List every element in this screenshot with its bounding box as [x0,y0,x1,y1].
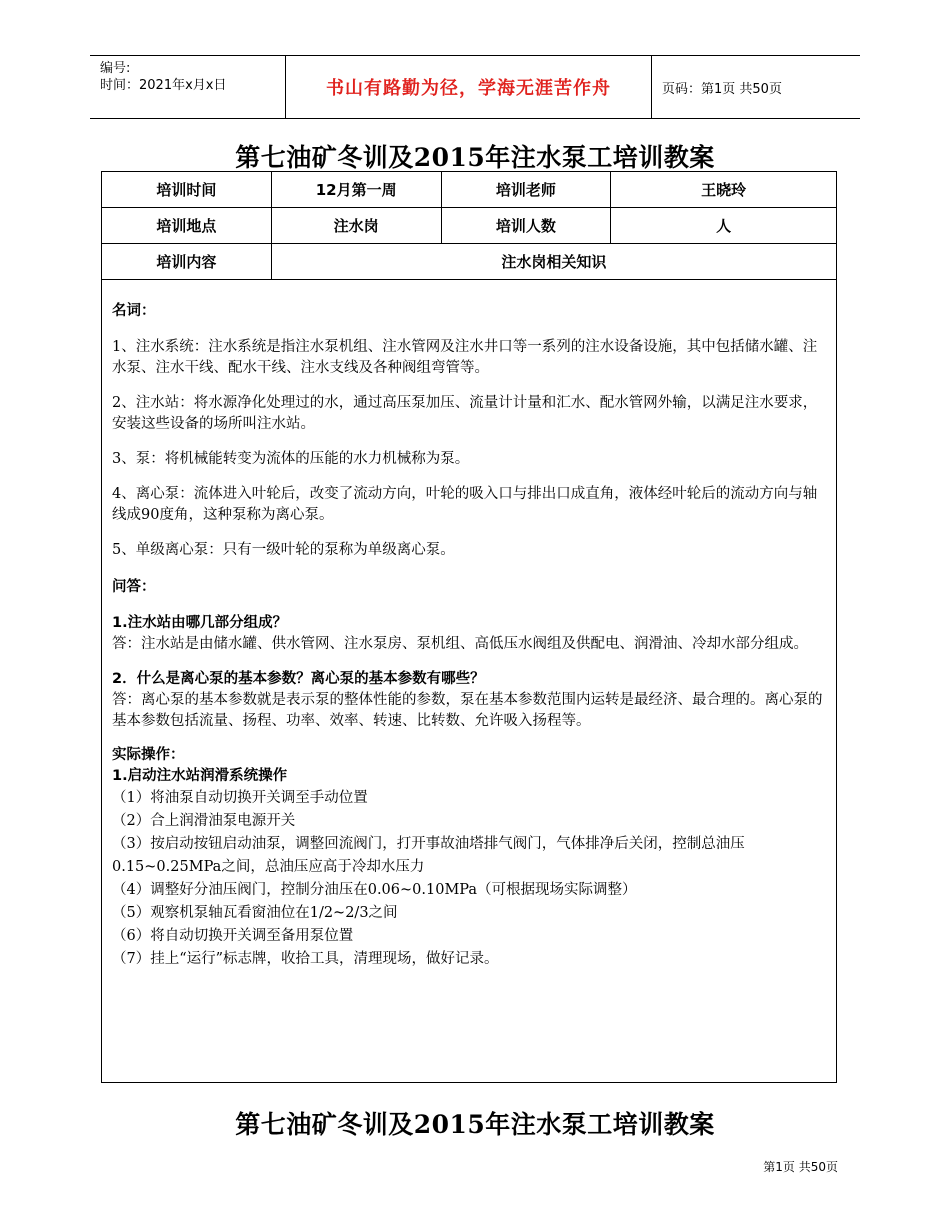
time-label: 时间：2021年x月x日 [100,78,227,93]
practice-step: （5）观察机泵轴瓦看窗油位在1/2~2/3之间 [112,905,398,921]
document-title: 第七油矿冬训及2015年注水泵工培训教案 [235,143,715,172]
header-motto: 书山有路勤为径，学海无涯苦作舟 [326,78,611,99]
practice-heading: 实际操作： [112,747,185,763]
term-item: 3、泵：将机械能转变为流体的压能的水力机械称为泵。 [112,451,470,467]
term-item: 2、注水站：将水源净化处理过的水，通过高压泵加压、流量计计量和汇水、配水管网外输，以满足注水要求，安装这些设备的场所叫注水站。 [112,395,818,432]
practice-step: （7）挂上“运行”标志牌，收拾工具，清理现场，做好记录。 [112,951,499,967]
answer: 答：注水站是由储水罐、供水管网、注水泵房、泵机组、高低压水阀组及供配电、润滑油、冷却水部分组成。 [112,636,808,652]
trainee-count-label: 培训人数 [441,208,611,244]
page-footer: 第1页 共50页 [763,1160,838,1174]
training-location-label: 培训地点 [102,208,272,244]
practice-title: 1.启动注水站润滑系统操作 [112,768,288,784]
training-time-value: 12月第一周 [271,172,441,208]
lesson-content [101,277,837,1083]
table-row [102,244,837,280]
header-motto-cell [285,56,652,118]
training-time-label: 培训时间 [102,172,272,208]
number-label: 编号: [100,61,131,76]
header-page-info: 页码：第1页 共50页 [662,81,782,97]
page-header [90,55,860,119]
training-content-value: 注水岗相关知识 [271,244,836,280]
trainee-count-value: 人 [611,208,837,244]
table-row [102,172,837,208]
practice-step: （1）将油泵自动切换开关调至手动位置 [112,790,368,806]
training-location-value: 注水岗 [271,208,441,244]
question: 1.注水站由哪几部分组成？ [112,615,288,631]
term-item: 4、离心泵：流体进入叶轮后，改变了流动方向，叶轮的吸入口与排出口成直角，液体经叶轮后的流动方向与轴线成90度角，这种泵称为离心泵。 [112,486,818,523]
practice-step: （6）将自动切换开关调至备用泵位置 [112,928,354,944]
table-row [102,208,837,244]
term-item: 5、单级离心泵：只有一级叶轮的泵称为单级离心泵。 [112,542,455,558]
trainer-value: 王晓玲 [611,172,837,208]
practice-step: （2）合上润滑油泵电源开关 [112,813,296,829]
term-item: 1、注水系统：注水系统是指注水泵机组、注水管网及注水井口等一系列的注水设备设施，其中包括储水罐、注水泵、注水干线、配水干线、注水支线及各种阀组弯管等。 [112,339,818,376]
training-content-label: 培训内容 [102,244,272,280]
answer: 答：离心泵的基本参数就是表示泵的整体性能的参数，泵在基本参数范围内运转是最经济、最合理的。离心泵的基本参数包括流量、扬程、功率、效率、转速、比转数、允许吸入扬程等。 [112,692,823,729]
terms-heading: 名词： [112,303,156,319]
header-meta [90,56,285,118]
document-title-repeat: 第七油矿冬训及2015年注水泵工培训教案 [235,1110,715,1139]
trainer-label: 培训老师 [441,172,611,208]
question: 2．什么是离心泵的基本参数？离心泵的基本参数有哪些？ [112,671,485,687]
practice-step: （4）调整好分油压阀门，控制分油压在0.06~0.10MPa（可根据现场实际调整） [112,882,637,898]
qa-heading: 问答： [112,579,156,595]
training-info-table [101,171,837,280]
practice-step: （3）按启动按钮启动油泵，调整回流阀门，打开事故油塔排气阀门，气体排净后关闭，控制总油压0.15~0.25MPa之间，总油压应高于冷却水压力 [112,836,745,875]
